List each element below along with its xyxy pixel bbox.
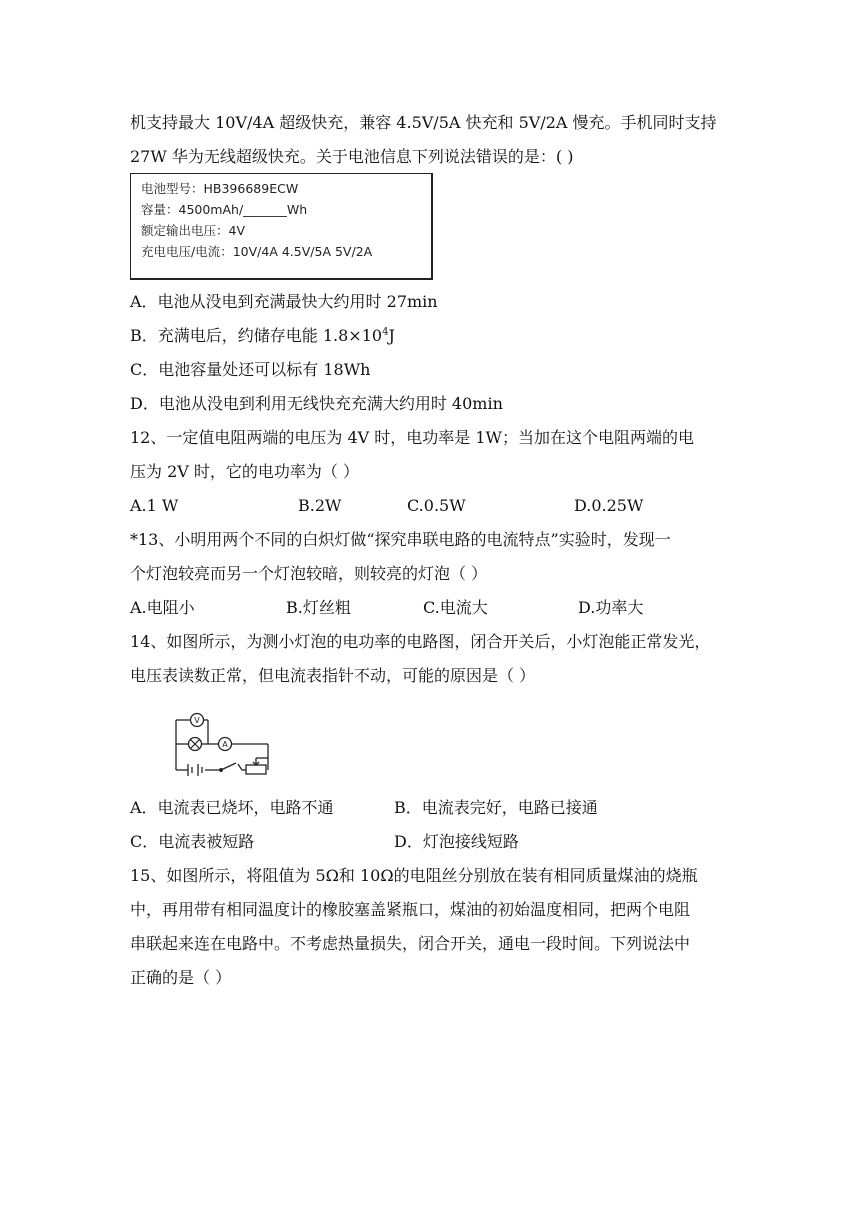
switch-symbol	[220, 763, 236, 771]
question-11-intro-line-2: 27W 华为无线超级快充。关于电池信息下列说法错误的是：( )	[130, 147, 574, 166]
q12-option-c: C.0.5W	[407, 496, 466, 515]
voltmeter-label: V	[194, 716, 200, 725]
q11-option-b	[130, 325, 395, 347]
q11-option-a: A．电池从没电到充满最快大约用时 27min	[130, 292, 438, 311]
battery-info-box	[130, 173, 433, 280]
battery-model: 电池型号：HB396689ECW	[141, 181, 299, 196]
circuit-diagram	[160, 708, 275, 778]
q13-stem-line-1: *13、小明用两个不同的白炽灯做“探究串联电路的电流特点”实验时，发现一	[130, 530, 671, 549]
q14-stem-line-2: 电压表读数正常，但电流表指针不动，可能的原因是（ ）	[130, 666, 536, 685]
lamp-symbol	[189, 738, 202, 751]
ammeter-label: A	[222, 740, 228, 749]
q11-option-b-exponent: 4	[382, 326, 389, 338]
q15-stem-line-3: 串联起来连在电路中。不考虑热量损失，闭合开关，通电一段时间。下列说法中	[130, 934, 691, 953]
q11-option-b-unit: J	[388, 326, 395, 345]
q13-option-c: C.电流大	[423, 598, 488, 617]
q14-option-c: C．电流表被短路	[130, 832, 255, 851]
q14-option-d: D．灯泡接线短路	[394, 832, 519, 851]
q11-option-c: C．电池容量处还可以标有 18Wh	[130, 360, 371, 379]
q12-stem-line-1: 12、一定值电阻两端的电压为 4V 时，电功率是 1W；当加在这个电阻两端的电	[130, 428, 694, 447]
q14-stem-line-1: 14、如图所示，为测小灯泡的电功率的电路图，闭合开关后，小灯泡能正常发光，	[130, 632, 711, 651]
q13-stem-line-2: 个灯泡较亮而另一个灯泡较暗，则较亮的灯泡（ ）	[130, 564, 488, 583]
q15-stem-line-4: 正确的是（ ）	[130, 968, 232, 987]
q14-option-b: B．电流表完好，电路已接通	[394, 798, 598, 817]
q11-option-b-main: B．充满电后，约储存电能 1.8×10	[130, 326, 383, 345]
q12-option-a: A.1 W	[130, 496, 179, 515]
q12-stem-line-2: 压为 2V 时，它的电功率为（ ）	[130, 462, 359, 481]
rheostat-symbol	[246, 758, 268, 774]
q15-stem-line-1: 15、如图所示，将阻值为 5Ω和 10Ω的电阻丝分别放在装有相同质量煤油的烧瓶	[130, 866, 698, 885]
battery-voltage: 额定输出电压：4V	[141, 223, 246, 238]
q14-option-a: A．电流表已烧坏，电路不通	[130, 798, 334, 817]
q13-option-a: A.电阻小	[130, 598, 195, 617]
q12-option-d: D.0.25W	[574, 496, 644, 515]
q13-option-d: D.功率大	[578, 598, 644, 617]
q11-option-d: D．电池从没电到利用无线快充充满大约用时 40min	[130, 394, 503, 413]
battery-charge: 充电电压/电流：10V/4A 4.5V/5A 5V/2A	[141, 244, 373, 259]
q12-option-b: B.2W	[298, 496, 342, 515]
q15-stem-line-2: 中，再用带有相同温度计的橡胶塞盖紧瓶口，煤油的初始温度相同，把两个电阻	[130, 900, 691, 919]
battery-capacity: 容量：4500mAh/_______Wh	[141, 202, 308, 217]
q13-option-b: B.灯丝粗	[286, 598, 351, 617]
battery-symbol	[188, 764, 202, 776]
question-11-intro-line-1: 机支持最大 10V/4A 超级快充，兼容 4.5V/5A 快充和 5V/2A 慢充。手机同时支持	[130, 113, 717, 132]
